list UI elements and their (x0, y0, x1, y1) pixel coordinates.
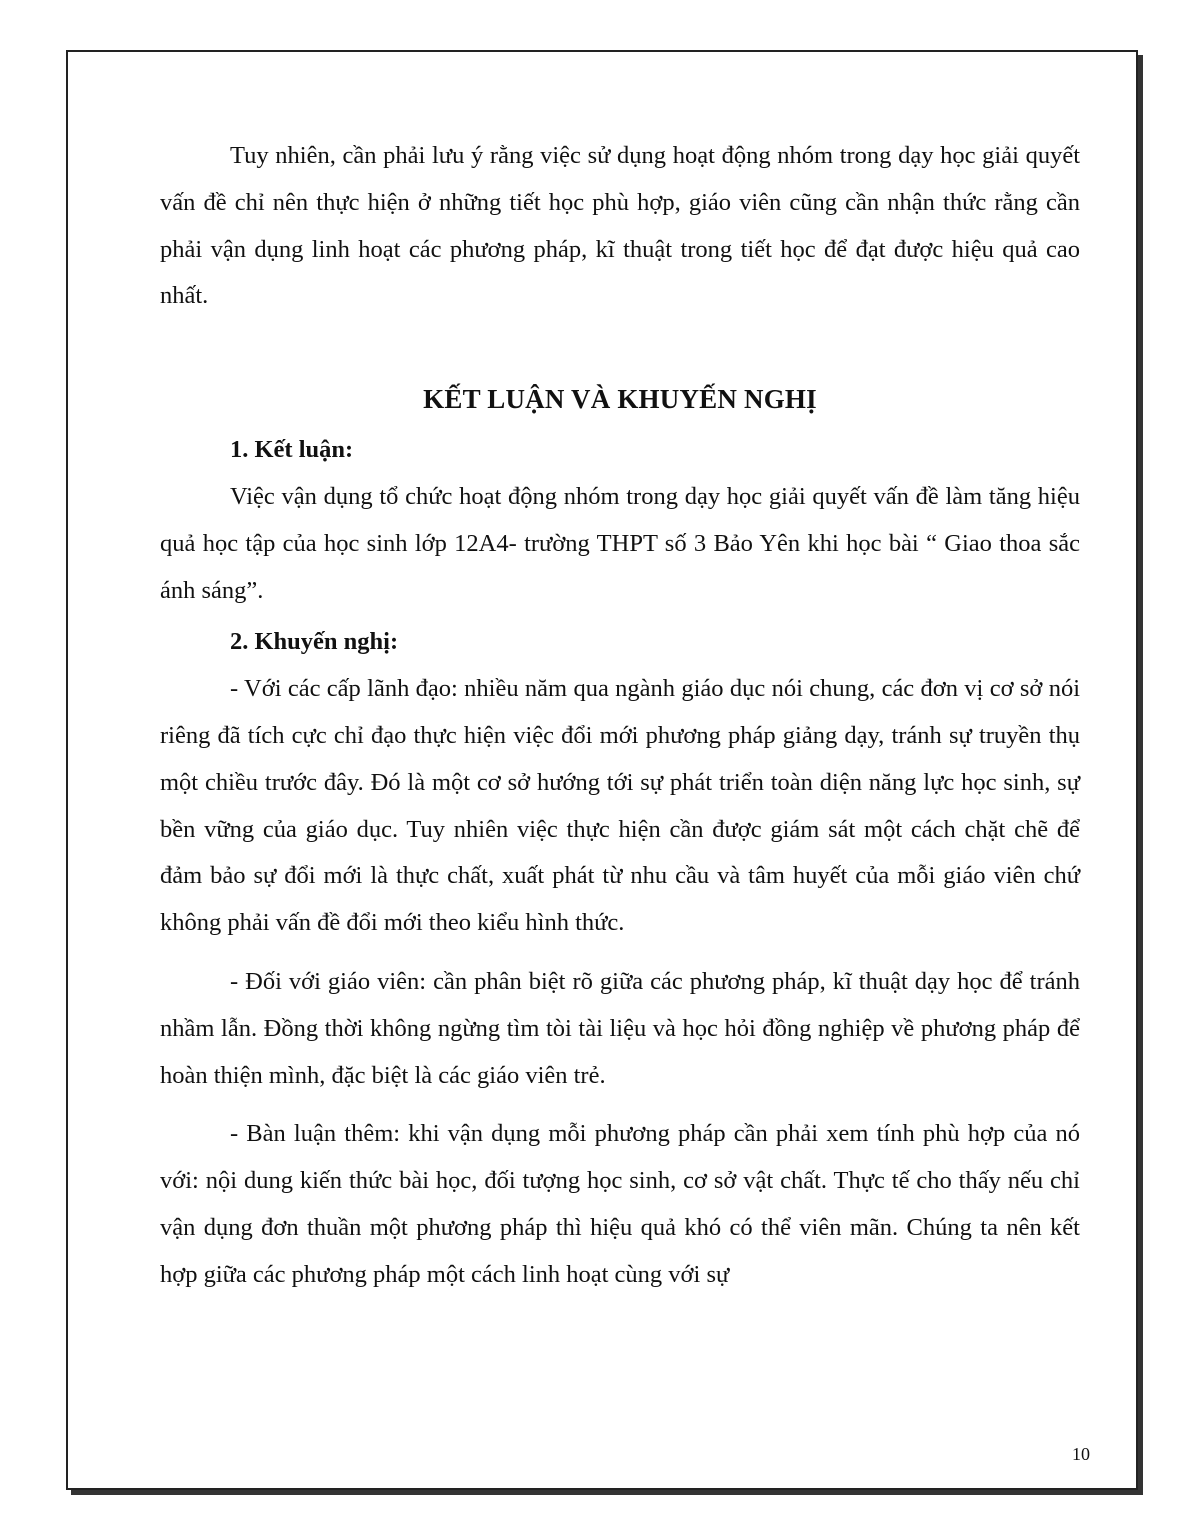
recommendation-discussion: - Bàn luận thêm: khi vận dụng mỗi phương pháp cần phải xem tính phù hợp của nó với: nội dung kiến thức bài học, đối tượng học sinh, cơ sở vật chất. Thực tế cho thấy nếu chỉ vận dụng đơn thuần một phương pháp thì hiệu quả khó có thể viên mãn. Chúng ta nên kết hợp giữa các phương pháp một cách linh hoạt cùng với sự (160, 1120, 1080, 1288)
recommendation-teachers: - Đối với giáo viên: cần phân biệt rõ giữa các phương pháp, kĩ thuật dạy học để tránh nhầm lẫn. Đồng thời không ngừng tìm tòi tài liệu và học hỏi đồng nghiệp về phương pháp để hoàn thiện mình, đặc biệt là các giáo viên trẻ. (160, 967, 1080, 1089)
conclusion-heading: 1. Kết luận: (230, 436, 354, 464)
recommendation-leaders: - Với các cấp lãnh đạo: nhiều năm qua ngành giáo dục nói chung, các đơn vị cơ sở nói riêng đã tích cực chỉ đạo thực hiện việc đổi mới phương pháp giảng dạy, tránh sự truyền thụ một chiều trước đây. Đó là một cơ sở hướng tới sự phát triển toàn diện năng lực học sinh, sự bền vững của giáo dục. Tuy nhiên việc thực hiện cần được giám sát một cách chặt chẽ để đảm bảo sự đổi mới là thực chất, xuất phát từ nhu cầu và tâm huyết của mỗi giáo viên chứ không phải vấn đề đổi mới theo kiểu hình thức. (160, 675, 1080, 937)
recommendations-heading: 2. Khuyến nghị: (230, 628, 399, 656)
page-number: 10 (1072, 1444, 1090, 1464)
conclusion-paragraph: Việc vận dụng tổ chức hoạt động nhóm trong dạy học giải quyết vấn đề làm tăng hiệu quả học tập của học sinh lớp 12A4- trường THPT số 3 Bảo Yên khi học bài “ Giao thoa sắc ánh sáng”. (160, 482, 1080, 604)
intro-paragraph: Tuy nhiên, cần phải lưu ý rằng việc sử dụng hoạt động nhóm trong dạy học giải quyết vấn đề chỉ nên thực hiện ở những tiết học phù hợp, giáo viên cũng cần nhận thức rằng cần phải vận dụng linh hoạt các phương pháp, kĩ thuật trong tiết học để đạt được hiệu quả cao nhất. (160, 142, 1080, 310)
document-body (160, 133, 1080, 1299)
section-title: KẾT LUẬN VÀ KHUYẾN NGHỊ (423, 384, 817, 415)
